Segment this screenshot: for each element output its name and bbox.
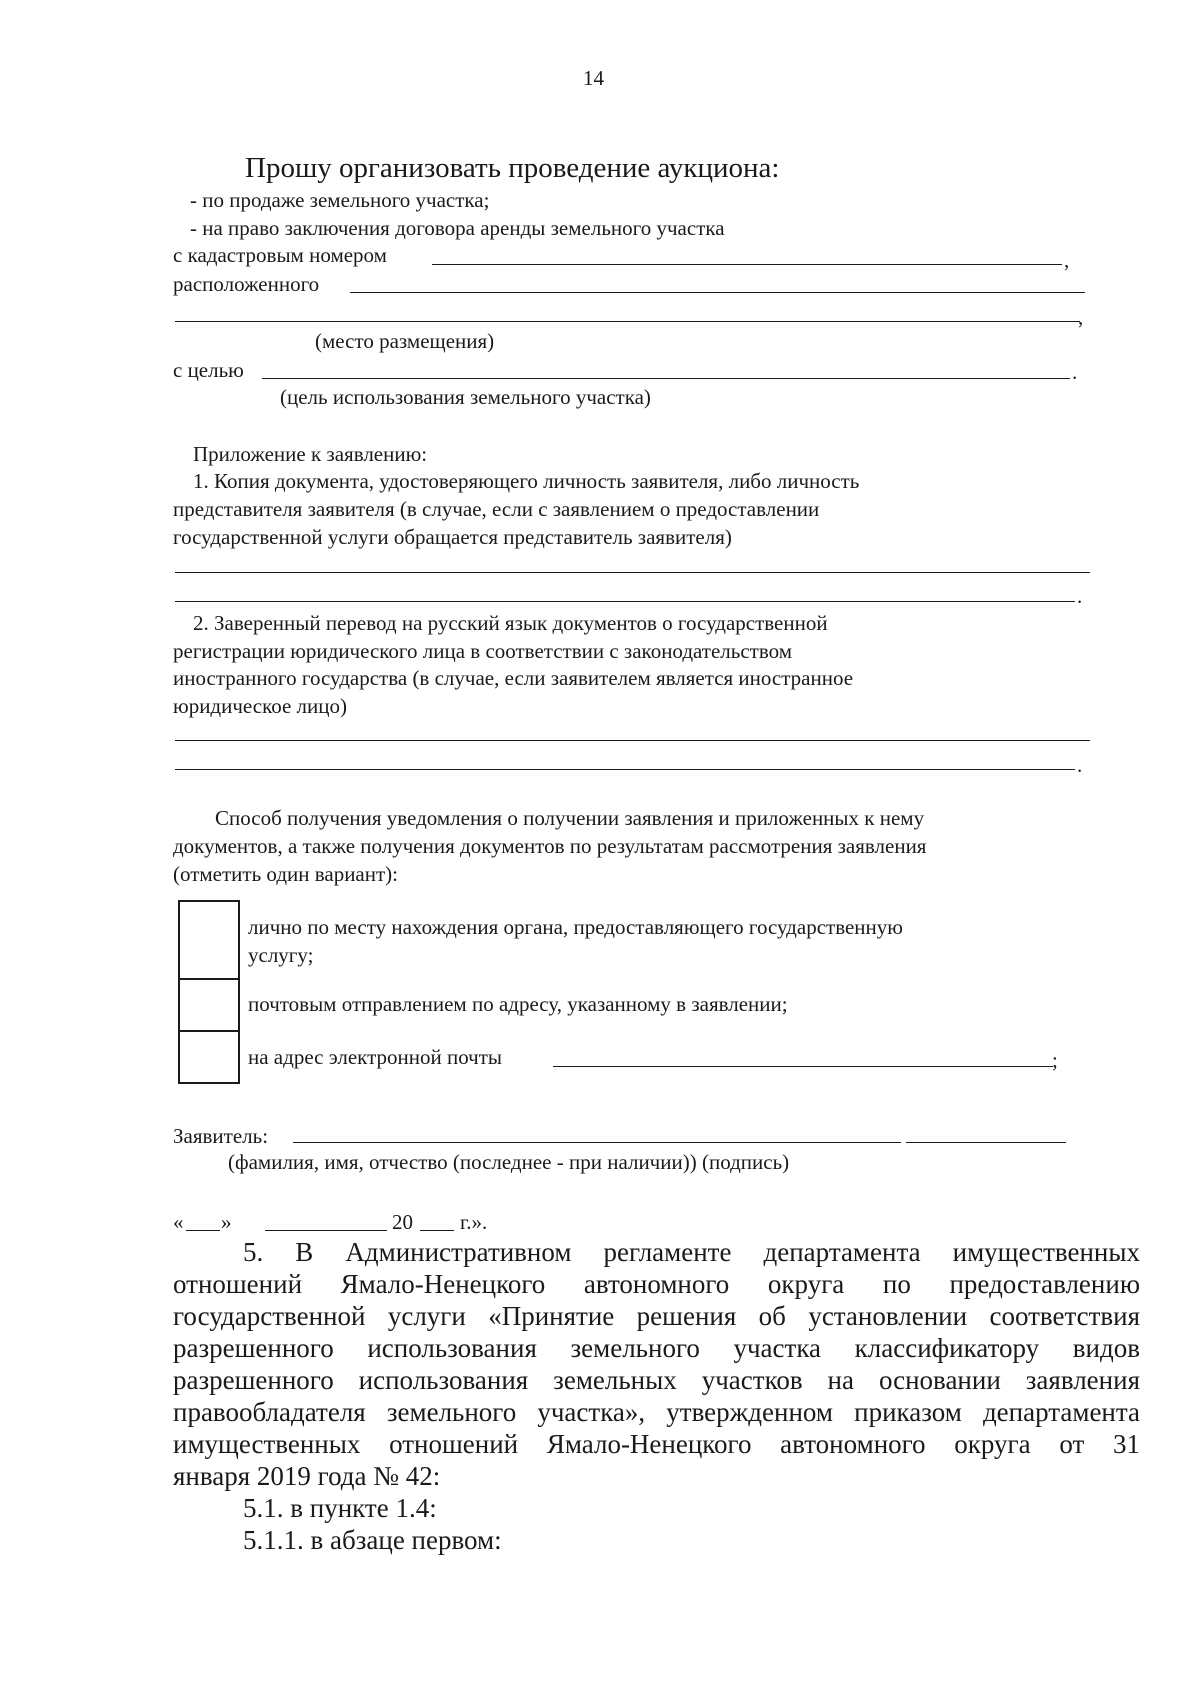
attachment-2-line-3: иностранного государства (в случае, если заявителем является иностранное: [173, 666, 854, 690]
cadastral-input-line[interactable]: [432, 264, 1062, 265]
option-lease: - на право заключения договора аренды земельного участка: [190, 216, 725, 240]
date-quote-close: »: [221, 1210, 232, 1234]
attachment-2-line-2: регистрации юридического лица в соответствии с законодательством: [173, 639, 792, 663]
email-input-line[interactable]: [553, 1066, 1053, 1067]
purpose-caption: (цель использования земельного участка): [280, 385, 651, 409]
delivery-option-in-person-line-2: услугу;: [248, 943, 314, 967]
cadastral-comma: ,: [1064, 248, 1070, 272]
delivery-option-email-label: на адрес электронной почты: [248, 1045, 503, 1069]
page-number: 14: [583, 66, 604, 90]
date-year-prefix: 20: [392, 1210, 413, 1234]
amendment-sub-2: 5.1.1. в абзаце первом:: [243, 1525, 502, 1555]
email-semicolon: ;: [1052, 1048, 1058, 1072]
attachments-title: Приложение к заявлению:: [193, 442, 428, 466]
date-year-line[interactable]: [420, 1230, 454, 1231]
applicant-signature-line[interactable]: [906, 1142, 1066, 1143]
delivery-intro-line-2: документов, а также получения документов по результатам рассмотрения заявления: [173, 834, 927, 858]
application-heading: Прошу организовать проведение аукциона:: [245, 152, 780, 184]
applicant-label: Заявитель:: [173, 1124, 269, 1148]
amendment-line-8: января 2019 года № 42:: [173, 1461, 441, 1491]
attachment-2-line-1: 2. Заверенный перевод на русский язык документов о государственной: [193, 611, 828, 635]
purpose-period: .: [1072, 360, 1078, 384]
location-caption: (место размещения): [315, 329, 495, 353]
amendment-sub-1: 5.1. в пункте 1.4:: [243, 1493, 437, 1523]
date-month-line[interactable]: [265, 1230, 387, 1231]
delivery-checkbox-in-person[interactable]: [178, 900, 240, 980]
date-year-suffix: г.».: [460, 1210, 488, 1234]
cadastral-label: с кадастровым номером: [173, 243, 387, 267]
delivery-intro-line-3: (отметить один вариант):: [173, 862, 398, 886]
amendment-line-1: 5. В Административном регламенте департамента имущественных: [243, 1237, 1140, 1267]
attachment-1-input-line[interactable]: [175, 572, 1090, 573]
delivery-checkbox-post[interactable]: [178, 978, 240, 1032]
date-quote-open: «: [173, 1210, 184, 1234]
applicant-caption: (фамилия, имя, отчество (последнее - при наличии)) (подпись): [228, 1150, 790, 1174]
amendment-line-3: государственной услуги «Принятие решения об установлении соответствия: [173, 1301, 1140, 1331]
purpose-input-line[interactable]: [262, 378, 1070, 379]
located-label: расположенного: [173, 272, 320, 296]
date-day-line[interactable]: [186, 1230, 220, 1231]
attachment-2-period: .: [1077, 753, 1083, 777]
attachment-2-input-line[interactable]: [175, 740, 1090, 741]
location-input-line[interactable]: [350, 292, 1085, 293]
attachment-2-input-line-2[interactable]: [175, 769, 1075, 770]
attachment-1-input-line-2[interactable]: [175, 601, 1075, 602]
attachment-1-line-3: государственной услуги обращается представитель заявителя): [173, 525, 732, 549]
amendment-line-2: отношений Ямало-Ненецкого автономного округа по предоставлению: [173, 1269, 1140, 1299]
purpose-label: с целью: [173, 358, 244, 382]
location-input-line-2[interactable]: [175, 321, 1080, 322]
amendment-line-6: правообладателя земельного участка», утвержденном приказом департамента: [173, 1397, 1140, 1427]
amendment-line-5: разрешенного использования земельных участков на основании заявления: [173, 1365, 1140, 1395]
attachment-1-line-2: представителя заявителя (в случае, если с заявлением о предоставлении: [173, 497, 820, 521]
amendment-line-7: имущественных отношений Ямало-Ненецкого автономного округа от 31: [173, 1429, 1140, 1459]
attachment-2-line-4: юридическое лицо): [173, 694, 347, 718]
delivery-option-in-person-line-1: лично по месту нахождения органа, предоставляющего государственную: [248, 915, 903, 939]
attachment-1-period: .: [1077, 584, 1083, 608]
location-comma: ,: [1078, 305, 1084, 329]
attachment-1-line-1: 1. Копия документа, удостоверяющего личность заявителя, либо личность: [193, 469, 860, 493]
delivery-checkbox-email[interactable]: [178, 1030, 240, 1084]
amendment-line-4: разрешенного использования земельного участка классификатору видов: [173, 1333, 1140, 1363]
option-sale: - по продаже земельного участка;: [190, 188, 490, 212]
delivery-option-post: почтовым отправлением по адресу, указанному в заявлении;: [248, 992, 788, 1016]
applicant-name-line[interactable]: [293, 1142, 901, 1143]
delivery-intro-line-1: Способ получения уведомления о получении заявления и приложенных к нему: [215, 806, 925, 830]
